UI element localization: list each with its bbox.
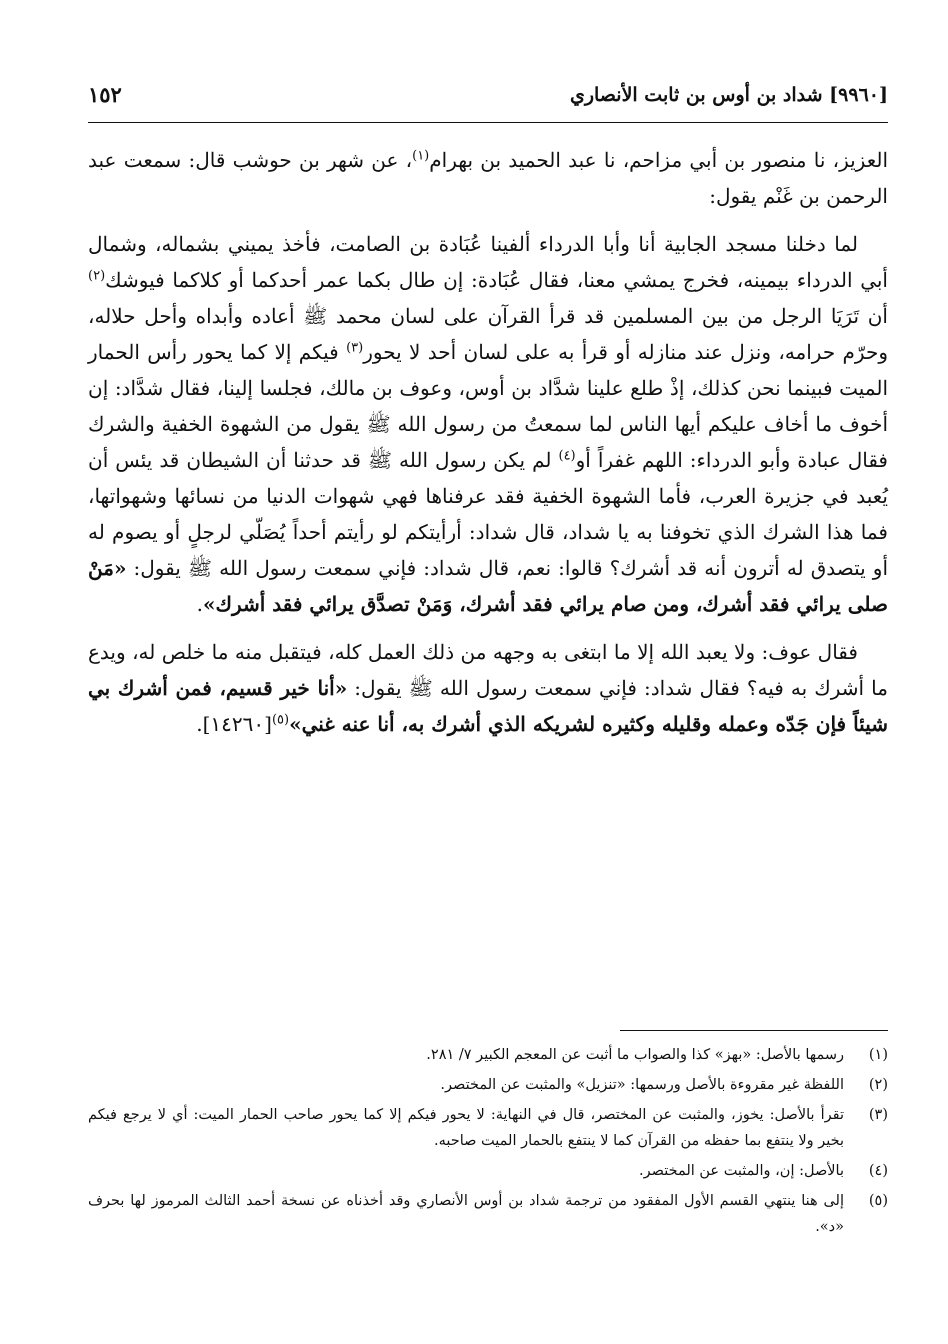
footnote-text: إلى هنا ينتهي القسم الأول المفقود من ترجمة شداد بن أوس الأنصاري وقد أخذناه عن نسخة أحمد الثالث المرموز لها بحرف «د». xyxy=(88,1193,844,1235)
text-segment: فيكم إلا كما يحور رأس الحمار الميت فبينما نحن كذلك، إذْ طلع علينا شدَّاد بن أوس، وعوف بن مالك، فجلسا إلينا، فقال شدَّاد: إن أخوف ما أخاف عليكم أيها الناس لما سمعتُ من رسول الله ﷺ يقول من الشهوة الخفية والشرك فقال عبادة وأبو الدرداء: اللهم غفراً أو xyxy=(88,340,889,472)
footnote-4 xyxy=(88,1158,888,1184)
footnote-text: اللفظة غير مقروءة بالأصل ورسمها: «تنزيل» والمثبت عن المختصر. xyxy=(440,1077,844,1093)
hadith-number: [١٤٢٦٠]. xyxy=(196,712,272,736)
text-segment: لما دخلنا مسجد الجابية أنا وأبا الدرداء ألفينا عُبَادة بن الصامت، فأخذ يميني بشماله، وشمال أبي الدرداء بيمينه، فخرج يمشي معنا، فقال عُبَادة: إن طال بكما عمر أحدكما أو كلاكما فيوشك xyxy=(88,232,888,292)
text-segment: أن تَرَيَا الرجل من بين المسلمين قد قرأ القرآن على لسان محمد ﷺ أعاده وأبداه وأحل حلاله، وحرّم حرامه، ونزل عند منازله أو قرأ به على لسان أحد لا يحور xyxy=(88,304,888,364)
paragraph-awf xyxy=(88,634,888,742)
paragraph-isnad xyxy=(88,142,888,214)
footnote-text: بالأصل: إن، والمثبت عن المختصر. xyxy=(639,1163,844,1179)
text-segment: . xyxy=(196,592,203,616)
footnote-number: (٣) xyxy=(868,1107,888,1123)
text-segment: ، عن شهر بن حوشب قال: سمعت عبد الرحمن بن غَنْم يقول: xyxy=(88,148,888,208)
footnote-ref-5: (٥) xyxy=(271,712,290,728)
page-number: ١٥٢ xyxy=(88,82,122,107)
page-header xyxy=(88,80,888,120)
footnote-number: (٢) xyxy=(868,1077,888,1093)
footnote-1 xyxy=(88,1042,888,1068)
footnote-text: تقرأ بالأصل: يخوز، والمثبت عن المختصر، قال في النهاية: لا يحور فيكم إلا كما يحور صاحب الحمار الميت: أي لا يرجع فيكم بخير ولا ينتفع بما حفظه من القرآن كما لا ينتفع بالحمار الميت صاحبه. xyxy=(88,1107,844,1149)
footnote-5 xyxy=(88,1188,888,1240)
footnote-ref-4: (٤) xyxy=(558,448,576,464)
text-segment: فقال عوف: ولا يعبد الله إلا ما ابتغى به وجهه من ذلك العمل كله، فيتقبل منه ما خلص له، ويدع ما أشرك به فيه؟ فقال شداد: فإني سمعت رسول الله ﷺ يقول: xyxy=(88,640,888,700)
footnote-2 xyxy=(88,1072,888,1098)
footnote-ref-1: (١) xyxy=(412,148,430,164)
footnote-ref-3: (٣) xyxy=(346,340,364,356)
footnote-separator xyxy=(620,1030,888,1031)
footnote-3 xyxy=(88,1102,888,1154)
footnote-number: (٥) xyxy=(868,1193,888,1209)
header-rule xyxy=(88,122,888,123)
text-segment: العزيز، نا منصور بن أبي مزاحم، نا عبد الحميد بن بهرام xyxy=(429,148,889,172)
footnote-number: (٤) xyxy=(868,1163,888,1179)
footnote-number: (١) xyxy=(868,1047,888,1063)
footnote-text: رسمها بالأصل: «بهز» كذا والصواب ما أثبت عن المعجم الكبير ٧/ ٢٨١. xyxy=(426,1047,844,1063)
hadith-quote: «مَنْ صلى يرائي فقد أشرك، ومن صام يرائي فقد أشرك، وَمَنْ تصدَّق يرائي فقد أشرك» xyxy=(88,556,888,616)
paragraph-narration xyxy=(88,226,888,622)
footnotes xyxy=(88,1042,888,1244)
main-text xyxy=(88,142,888,754)
running-title: [٩٩٦٠] شداد بن أوس بن ثابت الأنصاري xyxy=(569,84,888,106)
footnote-ref-2: (٢) xyxy=(88,268,106,284)
text-segment: لم يكن رسول الله ﷺ قد حدثنا أن الشيطان قد يئس أن يُعبد في جزيرة العرب، فأما الشهوة الخفية فقد عرفناها فهي شهوات الدنيا من نسائها وشهواتها، فما هذا الشرك الذي تخوفنا به يا شداد، قال شداد: أرأيتكم لو رأيتم أحداً يُصَلّي لرجلٍ أو يصوم له أو يتصدق له أترون أنه قد أشرك؟ قالوا: نعم، قال شداد: فإني سمعت رسول الله ﷺ يقول: xyxy=(88,448,889,580)
hadith-quote: «أنا خير قسيم، فمن أشرك بي شيئاً فإن جَدّه وعمله وقليله وكثيره لشريكه الذي أشرك به، أنا عنه غني» xyxy=(88,676,888,736)
